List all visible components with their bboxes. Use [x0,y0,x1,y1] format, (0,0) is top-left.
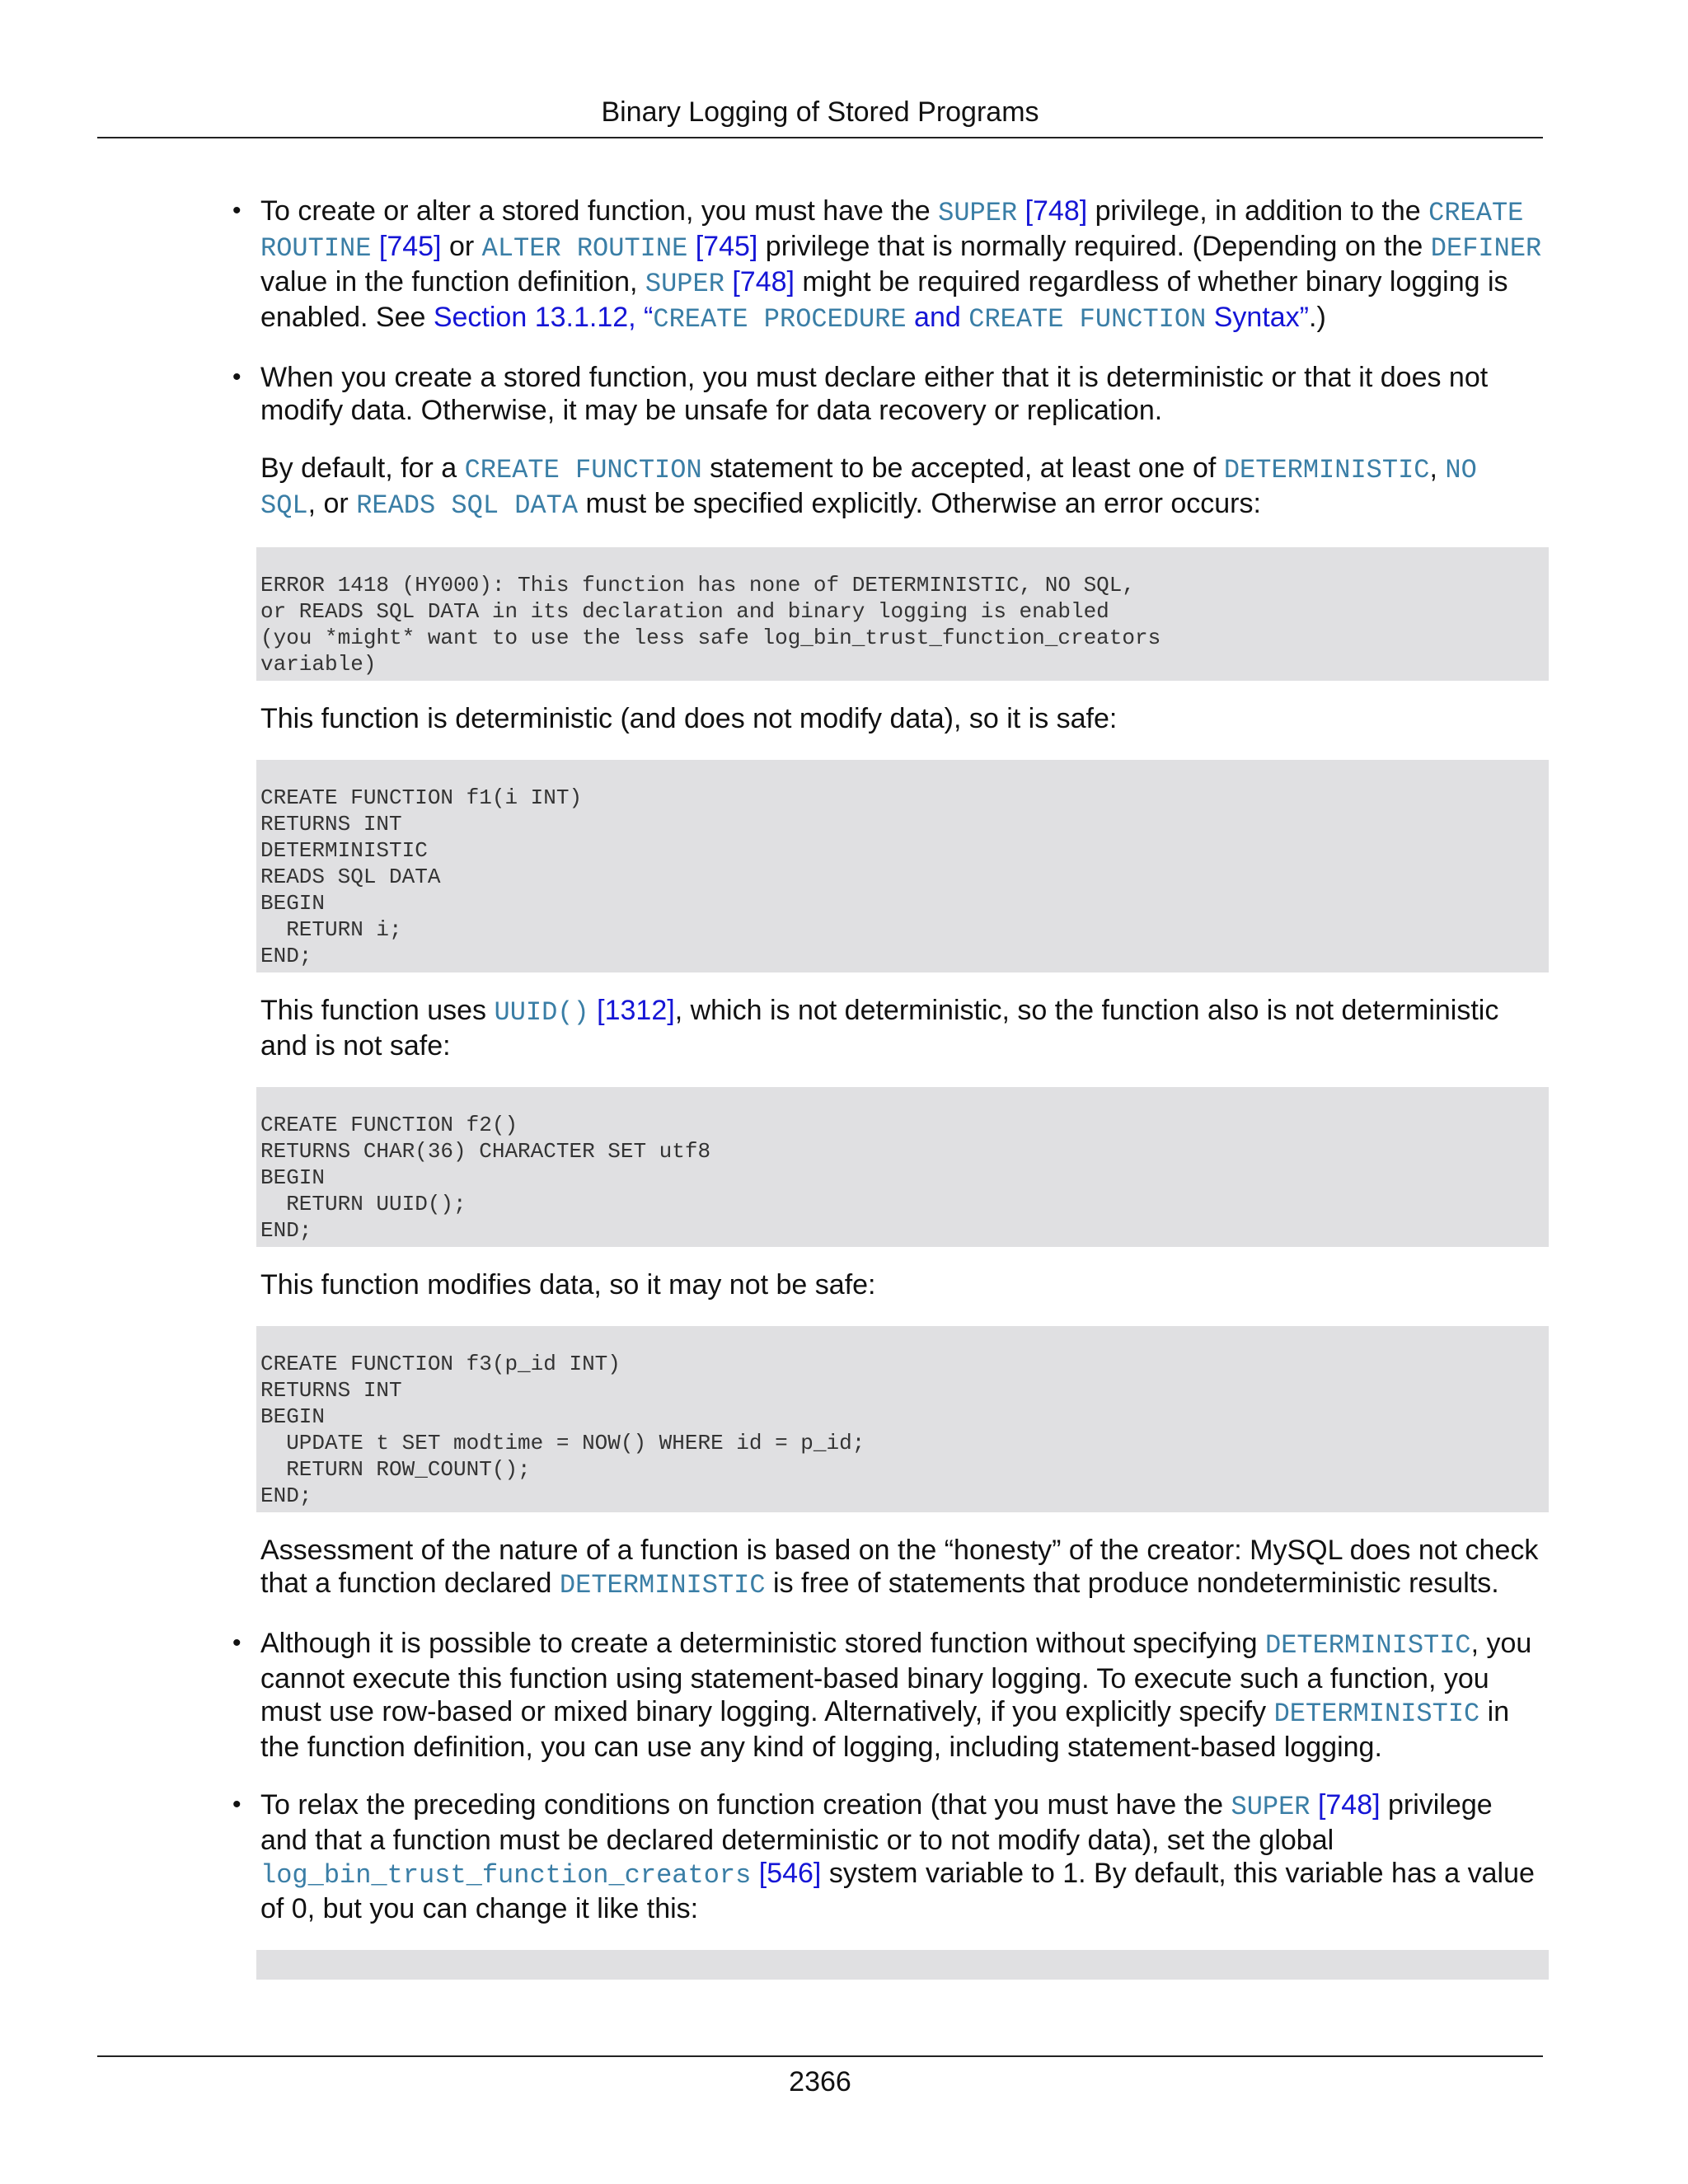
paragraph: This function is deterministic (and does not modify data), so it is safe: [260,703,1118,734]
bullet-relax-conditions [232,1788,1546,1925]
bullet-stored-function-privileges [232,194,1546,336]
ref-link-745[interactable]: [745] [378,231,442,262]
text-segment: statement to be accepted, at least one of [701,452,1224,484]
text-segment: or [441,231,482,262]
code-uuid[interactable]: UUID() [494,997,589,1028]
ref-link-745[interactable]: [745] [695,231,758,262]
text-segment: privilege that is normally required. (Depending on the [757,231,1431,262]
text-segment: must be specified explicitly. Otherwise an error occurs: [578,488,1261,519]
code-block-f2: CREATE FUNCTION f2() RETURNS CHAR(36) CHARACTER SET utf8 BEGIN RETURN UUID(); END; [256,1087,1549,1247]
text-segment: value in the function definition, [260,266,645,298]
text-segment: in the function definition, you can use any kind of logging, including statement-based logging. [260,1696,1510,1763]
ref-link-1312[interactable]: [1312] [597,995,675,1026]
text-segment: To relax the preceding conditions on function creation (that you must have the [260,1789,1231,1821]
text-segment: privilege, in addition to the [1087,195,1429,227]
page-header-title: Binary Logging of Stored Programs [97,92,1543,138]
text-segment: , or [307,488,357,519]
paragraph [260,452,1546,523]
bullet-glyph: • [232,1629,241,1657]
text-segment: This function uses [260,995,495,1026]
text-segment: , you cannot execute this function using statement-based binary logging. To execute such a function, you must use row-based or mixed binary logging. Alternatively, if you explicitly specify [260,1628,1532,1727]
bullet-glyph: • [232,1791,241,1818]
error-code-block: ERROR 1418 (HY000): This function has none of DETERMINISTIC, NO SQL, or READS SQL DATA in its declaration and binary logging is enabled (you *might* want to use the less safe log_bin_trust_function_creators variable) [256,547,1549,681]
text-segment: is free of statements that produce nondeterministic results. [765,1568,1499,1599]
code-super[interactable]: SUPER [938,198,1018,228]
code-super[interactable]: SUPER [1231,1792,1311,1822]
section-link-code: CREATE PROCEDURE [653,304,907,335]
text-segment: system variable to 1. By default, this variable has a value of 0, but you can change it like this: [260,1858,1535,1924]
text-segment: Assessment of the nature of a function is based on the “honesty” of the creator: MySQL does not check that a function declared [260,1535,1539,1599]
paragraph: This function modifies data, so it may not be safe: [260,1269,876,1301]
code-deterministic[interactable]: DETERMINISTIC [559,1570,766,1601]
text-segment: , [1429,452,1446,484]
paragraph: When you create a stored function, you must declare either that it is deterministic or that it does not modify data. Otherwise, it may be unsafe for data recovery or replication. [260,362,1489,426]
bullet-deterministic-declaration [232,361,1546,523]
page-number: 2366 [97,2055,1543,2102]
ref-link-748[interactable]: [748] [1317,1789,1381,1821]
code-create-function[interactable]: CREATE FUNCTION [464,455,702,485]
paragraph [260,1534,1546,1602]
code-log-bin-trust-function-creators[interactable]: log_bin_trust_function_creators [260,1860,752,1891]
ref-link-546[interactable]: [546] [758,1858,822,1889]
code-super[interactable]: SUPER [645,269,724,299]
bullet-glyph: • [232,197,241,224]
section-link-text: Section 13.1.12, “ [433,302,654,333]
ref-link-748[interactable]: [748] [732,266,795,298]
page-content [0,194,1688,1980]
section-link[interactable] [434,302,1309,333]
code-no-sql[interactable]: NO SQL [260,455,1477,521]
text-segment: might be required regardless of whether binary logging is enabled. See [260,266,1508,333]
code-deterministic[interactable]: DETERMINISTIC [1273,1699,1480,1729]
section-link-text: and [906,302,969,333]
bullet-statement-based-logging [232,1627,1546,1764]
paragraph [260,994,1546,1062]
text-segment: To create or alter a stored function, you must have the [260,195,939,227]
code-deterministic[interactable]: DETERMINISTIC [1223,455,1430,485]
text-segment: privilege and that a function must be declared deterministic or to not modify data), set the global [260,1789,1493,1856]
text-segment: By default, for a [260,452,465,484]
code-alter-routine[interactable]: ALTER ROUTINE [481,233,688,264]
code-block-continued [256,1950,1549,1980]
text-segment: .) [1309,302,1326,333]
code-reads-sql-data[interactable]: READS SQL DATA [356,490,579,521]
ref-link-748[interactable]: [748] [1025,195,1088,227]
text-segment: Although it is possible to create a deterministic stored function without specifying [260,1628,1265,1659]
text-segment: , which is not deterministic, so the function also is not deterministic and is not safe: [260,995,1499,1062]
code-block-f3: CREATE FUNCTION f3(p_id INT) RETURNS INT BEGIN UPDATE t SET modtime = NOW() WHERE id = p_id; RETURN ROW_COUNT(); END; [256,1326,1549,1512]
code-definer: DEFINER [1430,233,1542,264]
code-block-f1: CREATE FUNCTION f1(i INT) RETURNS INT DETERMINISTIC READS SQL DATA BEGIN RETURN i; END; [256,760,1549,972]
bullet-glyph: • [232,363,241,391]
section-link-text: Syntax” [1206,302,1309,333]
code-create-routine[interactable]: CREATE ROUTINE [260,198,1524,264]
code-deterministic[interactable]: DETERMINISTIC [1264,1630,1471,1661]
section-link-code: CREATE FUNCTION [968,304,1207,335]
